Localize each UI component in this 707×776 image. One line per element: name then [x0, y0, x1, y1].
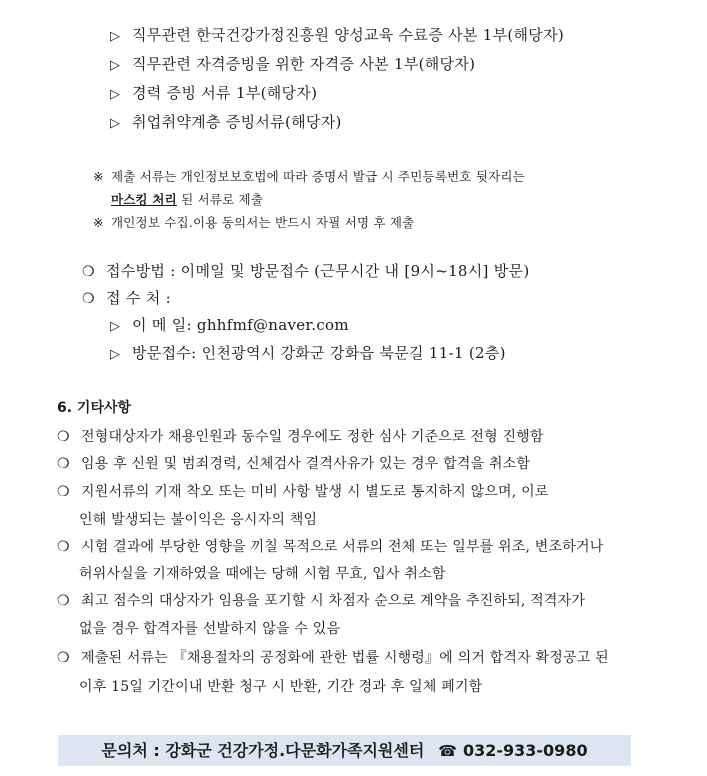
telephone-icon: ☎ — [438, 742, 457, 760]
circle-bullet-icon: ❍ — [57, 593, 70, 609]
list-item — [57, 590, 585, 610]
list-item — [57, 481, 549, 501]
email-text: 이 메 일: ghhfmf@naver.com — [132, 316, 349, 334]
triangle-bullet-icon: ▷ — [110, 87, 121, 102]
circle-bullet-icon: ❍ — [82, 291, 95, 307]
reception-visit — [110, 342, 506, 363]
note-text: 개인정보 수집.이용 동의서는 반드시 자필 서명 후 제출 — [111, 215, 415, 230]
circle-bullet-icon: ❍ — [57, 484, 70, 500]
doc-item — [110, 53, 475, 74]
contact-phone: 032-933-0980 — [462, 741, 588, 760]
doc-item — [110, 82, 317, 103]
circle-bullet-icon: ❍ — [57, 429, 70, 445]
reception-email — [110, 314, 349, 335]
triangle-bullet-icon: ▷ — [110, 347, 121, 362]
doc-item-text: 취업취약계층 증빙서류(해당자) — [132, 113, 342, 131]
masking-emphasis: 마스킹 처리 — [111, 192, 177, 207]
list-item — [57, 647, 609, 667]
doc-item-text: 경력 증빙 서류 1부(해당자) — [132, 84, 318, 102]
section-heading: 6. 기타사항 — [57, 400, 132, 416]
note-masking-cont — [111, 190, 263, 208]
doc-item-text: 직무관련 한국건강가정진흥원 양성교육 수료증 사본 1부(해당자) — [132, 26, 565, 44]
list-item-cont: 허위사실을 기재하였을 때에는 당해 시험 무효, 입사 취소함 — [79, 566, 446, 582]
note-masking — [93, 167, 525, 185]
triangle-bullet-icon: ▷ — [110, 319, 121, 334]
visit-text: 방문접수: 인천광역시 강화군 강화읍 북문길 11-1 (2층) — [132, 344, 506, 362]
triangle-bullet-icon: ▷ — [110, 116, 121, 131]
list-item-text: 시험 결과에 부당한 영향을 끼칠 목적으로 서류의 전체 또는 일부를 위조, 변조하거나 — [81, 539, 604, 555]
triangle-bullet-icon: ▷ — [110, 58, 121, 73]
circle-bullet-icon: ❍ — [57, 539, 70, 555]
list-item-text: 지원서류의 기재 착오 또는 미비 사항 발생 시 별도로 통지하지 않으며, 이로 — [81, 484, 549, 500]
list-item-text: 임용 후 신원 및 범죄경력, 신체검사 결격사유가 있는 경우 합격을 취소함 — [81, 456, 531, 472]
note-signature — [93, 213, 414, 231]
reception-method — [82, 260, 530, 281]
list-item — [57, 536, 603, 556]
triangle-bullet-icon: ▷ — [110, 29, 121, 44]
note-text: 된 서류로 제출 — [176, 192, 264, 207]
circle-bullet-icon: ❍ — [57, 650, 70, 666]
note-text: 제출 서류는 개인정보보호법에 따라 증명서 발급 시 주민등록번호 뒷자리는 — [111, 169, 525, 184]
list-item-text: 전형대상자가 채용인원과 동수일 경우에도 정한 심사 기준으로 전형 진행함 — [81, 429, 544, 445]
reception-place — [82, 287, 171, 308]
reference-mark-icon: ※ — [93, 169, 104, 184]
doc-item — [110, 111, 342, 132]
contact-bar — [58, 735, 631, 766]
reception-place-label: 접 수 처 : — [106, 289, 171, 307]
list-item-text: 최고 점수의 대상자가 임용을 포기할 시 차점자 순으로 계약을 추진하되, 적격자가 — [81, 593, 586, 609]
list-item-text: 제출된 서류는 『채용절차의 공정화에 관한 법률 시행령』에 의거 합격자 확정공고 된 — [81, 650, 609, 666]
doc-item-text: 직무관련 자격증빙을 위한 자격증 사본 1부(해당자) — [132, 55, 476, 73]
doc-item — [110, 24, 564, 45]
list-item-cont: 인해 발생되는 불이익은 응시자의 책임 — [79, 512, 318, 528]
circle-bullet-icon: ❍ — [57, 456, 70, 472]
reception-method-text: 접수방법 : 이메일 및 방문접수 (근무시간 내 [9시~18시] 방문) — [106, 262, 530, 280]
list-item — [57, 453, 530, 473]
list-item — [57, 426, 544, 446]
contact-label: 문의처 : 강화군 건강가정.다문화가족지원센터 — [101, 741, 425, 760]
list-item-cont: 이후 15일 기간이내 반환 청구 시 반환, 기간 경과 후 일체 폐기함 — [79, 679, 483, 695]
list-item-cont: 없을 경우 합격자를 선발하지 않을 수 있음 — [79, 621, 341, 637]
reference-mark-icon: ※ — [93, 215, 104, 230]
circle-bullet-icon: ❍ — [82, 264, 95, 280]
